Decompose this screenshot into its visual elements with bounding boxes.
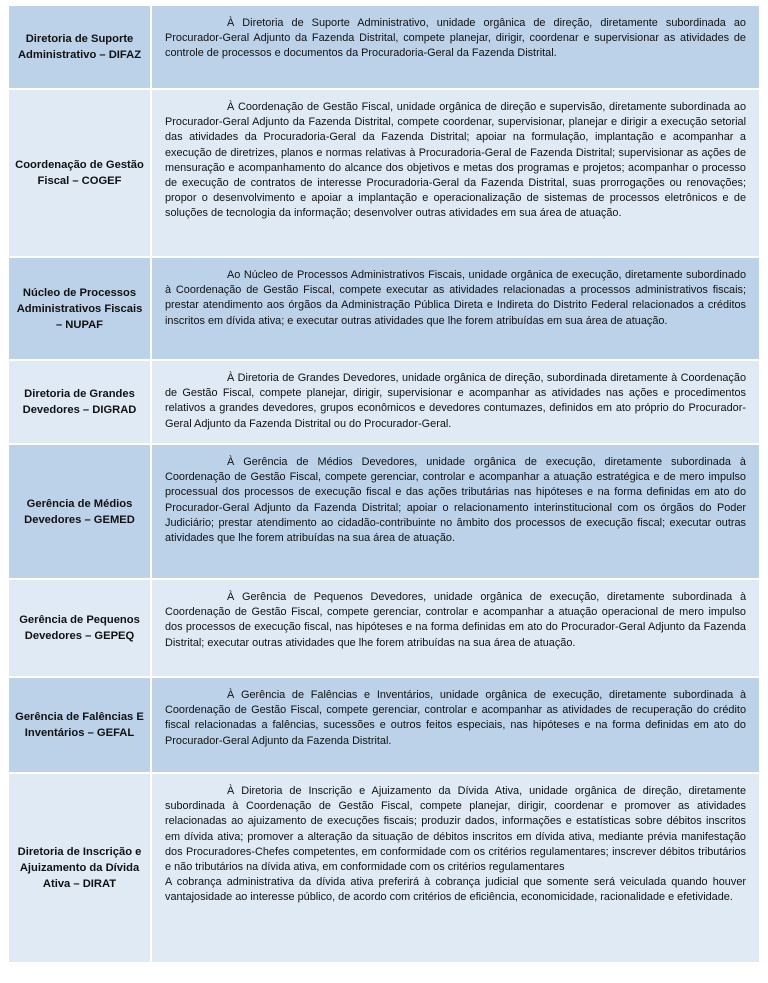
description-paragraph: À Gerência de Médios Devedores, unidade orgânica de execução, diretamente subordinada à Coordenação de Gestão Fiscal, compete gerenciar, controlar e acompanhar a atuação estratégica e de mero impulso processual dos processos de execução fiscal e das ações tributárias nas hipóteses e na forma definidas em ato do Procurador-Geral Adjunto da Fazenda Distrital; apoiar o relacionamento interinstitucional com os órgãos do Poder Judiciário; prestar atendimento ao cidadão-contribuinte no âmbito dos processos de execução fiscal; executar outras atividades que lhe forem atribuídas na sua área de atuação. xyxy=(165,456,746,545)
unit-name: Núcleo de Processos Administrativos Fiscais – NUPAF xyxy=(9,258,152,359)
unit-name: Diretoria de Inscrição e Ajuizamento da Dívida Ativa – DIRAT xyxy=(9,774,152,962)
description-paragraph: À Gerência de Pequenos Devedores, unidade orgânica de execução, diretamente subordinada à Coordenação de Gestão Fiscal, compete gerenciar, controlar e acompanhar a atuação operacional de mero impulso dos processos de execução fiscal, nas hipóteses e na forma definidas em ato do Procurador-Geral Adjunto da Fazenda Distrital; executar outras atividades que lhe forem atribuídas na sua área de atuação. xyxy=(165,591,746,649)
table-row xyxy=(9,678,759,774)
unit-name: Coordenação de Gestão Fiscal – COGEF xyxy=(9,90,152,256)
unit-description xyxy=(152,90,759,256)
table-row xyxy=(9,580,759,678)
unit-name: Gerência de Pequenos Devedores – GEPEQ xyxy=(9,580,152,676)
unit-name: Diretoria de Suporte Administrativo – DIFAZ xyxy=(9,6,152,88)
description-paragraph: Ao Núcleo de Processos Administrativos Fiscais, unidade orgânica de execução, diretamente subordinado à Coordenação de Gestão Fiscal, compete executar as atividades relacionadas a processos administrativos fiscais; prestar atendimento aos órgãos da Administração Pública Direta e Indireta do Distrito Federal relacionados a créditos inscritos em dívida ativa; e executar outras atividades que lhe forem atribuídas em sua área de atuação. xyxy=(165,269,746,327)
description-paragraph: À Gerência de Falências e Inventários, unidade orgânica de execução, diretamente subordinada à Coordenação de Gestão Fiscal, compete gerenciar, controlar e acompanhar as atividades de recuperação do crédito fiscal relacionadas a falências, sucessões e outros feitos especiais, nas hipóteses e na forma definidas em ato do Procurador-Geral Adjunto da Fazenda Distrital. xyxy=(165,689,746,747)
table-row xyxy=(9,6,759,90)
unit-description xyxy=(152,678,759,772)
table-row xyxy=(9,774,759,964)
description-paragraph: À Diretoria de Suporte Administrativo, unidade orgânica de direção, diretamente subordinada ao Procurador-Geral Adjunto da Fazenda Distrital, compete planejar, dirigir, coordenar e supervisionar as atividades de controle de processos e documentos da Procuradoria-Geral da Fazenda Distrital. xyxy=(165,17,746,60)
table-row xyxy=(9,445,759,580)
unit-description xyxy=(152,6,759,88)
attributions-table xyxy=(9,6,759,964)
unit-description xyxy=(152,580,759,676)
unit-name: Gerência de Falências E Inventários – GEFAL xyxy=(9,678,152,772)
unit-description xyxy=(152,774,759,962)
unit-description xyxy=(152,258,759,359)
table-row xyxy=(9,90,759,258)
table-row xyxy=(9,361,759,445)
description-paragraph: À Coordenação de Gestão Fiscal, unidade orgânica de direção e supervisão, diretamente subordinada ao Procurador-Geral Adjunto da Fazenda Distrital, compete coordenar, supervisionar, planejar e dirigir a execução setorial das atividades da Procuradoria-Geral da Fazenda Distrital; apoiar na formulação, implantação e acompanhar a execução de diretrizes, planos e normas relativas à Procuradoria-Geral de Fazenda Distrital; supervisionar as ações de mensuração e acompanhamento do alcance dos objetivos e metas dos programas e projetos; acompanhar o processo de execução de contratos de interesse Procuradoria-Geral da Fazenda Distrital, suas prorrogações ou renovações; propor o desenvolvimento e apoiar a implantação e operacionalização de sistemas de processos eletrônicos e de soluções de tecnologia da informação; desenvolver outras atividades em sua área de atuação. xyxy=(165,101,746,220)
description-paragraph: À Diretoria de Grandes Devedores, unidade orgânica de direção, subordinada diretamente à Coordenação de Gestão Fiscal, compete planejar, dirigir, supervisionar e acompanhar as atividades nas ações e procedimentos relativos a grandes devedores, grupos econômicos e devedores contumazes, definidos em ato próprio do Procurador-Geral Adjunto da Fazenda Distrital ou do Procurador-Geral. xyxy=(165,372,746,430)
table-row xyxy=(9,258,759,361)
unit-description xyxy=(152,445,759,578)
unit-name: Gerência de Médios Devedores – GEMED xyxy=(9,445,152,578)
description-paragraph-secondary: A cobrança administrativa da dívida ativa preferirá à cobrança judicial que somente será veiculada quando houver vantajosidade ao interesse público, de acordo com critérios de eficiência, economicidade, racionalidade e efetividade. xyxy=(165,876,746,904)
description-paragraph: À Diretoria de Inscrição e Ajuizamento da Dívida Ativa, unidade orgânica de direção, diretamente subordinada à Coordenação de Gestão Fiscal, compete planejar, dirigir, coordenar e promover as atividades relacionadas ao ajuizamento de execuções fiscais; produzir dados, informações e estatísticas sobre débitos inscritos em dívida ativa; promover a alteração da situação de débitos inscritos em dívida ativa, mediante prévia manifestação dos Procuradores-Chefes competentes, em conformidade com os critérios regulamentares; inscrever débitos tributários e não tributários na dívida ativa, em conformidade com os critérios regulamentares xyxy=(165,785,746,874)
unit-name: Diretoria de Grandes Devedores – DIGRAD xyxy=(9,361,152,443)
unit-description xyxy=(152,361,759,443)
